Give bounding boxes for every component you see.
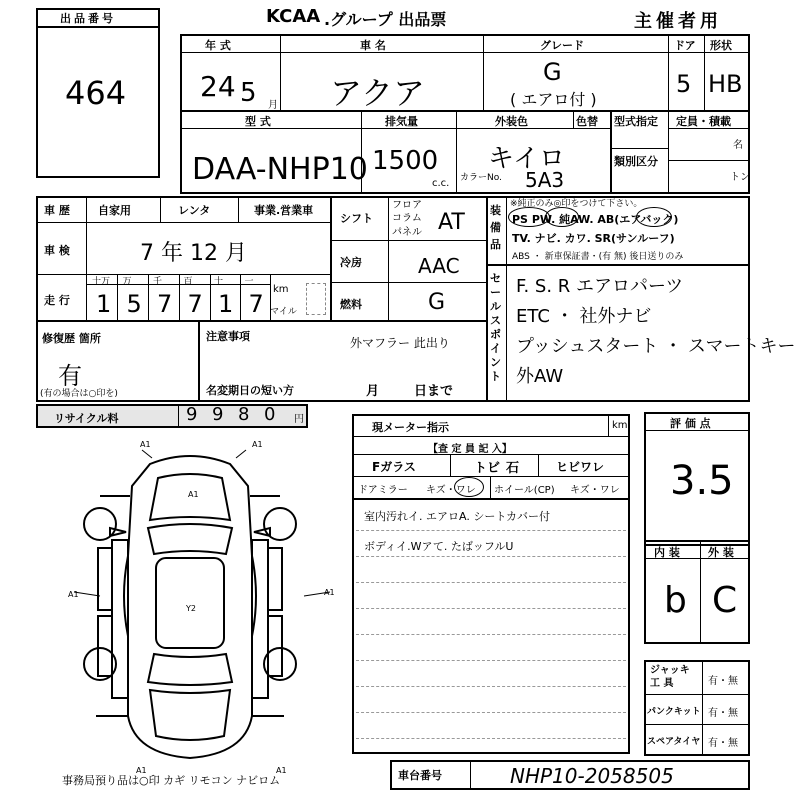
col-exterior: 外装色 xyxy=(495,115,528,128)
mileage-digit-header: 千 xyxy=(153,277,163,287)
inspector-comment: 室内汚れイ. エアロA. シートカバー付 xyxy=(364,510,550,523)
equipment-line3: ABS ・ 新車保証書・(有 無) 後日送りのみ xyxy=(512,252,684,262)
footer-text: 事務局預り品は○印 カギ リモコン ナビロム xyxy=(62,774,281,787)
mileage-digit-header: 百 xyxy=(183,277,193,287)
col-capacity: 定員・積載 xyxy=(676,115,731,128)
recycle-label: リサイクル料 xyxy=(54,412,119,425)
fuel-value: G xyxy=(428,290,446,315)
role-label: 主催者用 xyxy=(634,11,722,32)
shift-label: シフト xyxy=(340,212,373,225)
chassis-value: NHP10-2058505 xyxy=(510,764,674,788)
lot-number: 464 xyxy=(65,74,127,112)
selling-point-line: ETC ・ 社外ナビ xyxy=(516,306,652,327)
spare-label: スペアタイヤ xyxy=(647,737,701,747)
col-doors: ドア xyxy=(674,39,696,52)
wheel-label: ホイール(CP) xyxy=(494,485,555,496)
business-option[interactable]: 事業.営業車 xyxy=(254,204,314,217)
selling-point-line: プッシュスタート ・ スマートキー xyxy=(516,336,796,357)
interior-label: 内 装 xyxy=(654,546,680,559)
equipment-line2: TV. ナビ. カワ. SR(サンルーフ) xyxy=(512,232,675,245)
col-displacement: 排気量 xyxy=(385,115,418,128)
inspection-label: 車 検 xyxy=(44,244,70,257)
mileage-digit: 7 xyxy=(248,290,264,318)
inspector-comment: ボディイ.Wアて. たばッフルU xyxy=(364,540,514,553)
mile-checkbox[interactable] xyxy=(306,283,326,315)
crack-label: ヒビワレ xyxy=(556,460,605,474)
month-unit: 月 xyxy=(268,100,278,111)
ab-circle xyxy=(636,207,672,227)
notes-label: 注意事項 xyxy=(206,330,250,343)
color-no-label: カラーNo. xyxy=(460,173,502,183)
mileage-digit-header: 十 xyxy=(214,277,224,287)
equipment-label: 装備品 xyxy=(490,204,501,251)
color-code-value: 5A3 xyxy=(525,168,565,192)
col-shape: 形状 xyxy=(710,39,732,52)
col-color-change: 色替 xyxy=(576,115,598,128)
mileage-digit: 7 xyxy=(157,290,173,318)
col-name: 車 名 xyxy=(360,39,386,52)
score-value: 3.5 xyxy=(670,458,734,504)
exterior-value: キイロ xyxy=(488,144,565,174)
chassis-label: 車台番号 xyxy=(398,769,442,782)
recycle-digit: 9 xyxy=(212,404,224,425)
mirror-label: ドアミラー xyxy=(358,485,408,496)
col-year: 年 式 xyxy=(205,39,231,52)
lot-label: 出品番号 xyxy=(60,12,116,25)
history-label: 車 歴 xyxy=(44,204,70,217)
grade-value: G xyxy=(543,58,562,86)
jack-yn[interactable]: 有・無 xyxy=(708,676,738,687)
unit-cc: c.c. xyxy=(432,178,450,189)
exterior-grade-value: C xyxy=(712,580,738,621)
recycle-unit: 円 xyxy=(294,414,304,425)
km-label: km xyxy=(273,284,289,295)
damage-mark: A1 xyxy=(276,766,287,775)
rental-option[interactable]: レンタ xyxy=(178,204,211,217)
unit-persons: 名 xyxy=(733,140,743,151)
col-type-designation: 型式指定 xyxy=(614,115,658,128)
selling-points-label: セールスポイント xyxy=(490,272,501,383)
damage-mark: A1 xyxy=(188,490,199,499)
name-change-month: 月 xyxy=(366,384,380,399)
meter-unit: km xyxy=(612,420,628,431)
damage-mark: A1 xyxy=(136,766,147,775)
unit-tons: トン xyxy=(730,172,750,183)
recycle-digit: 0 xyxy=(264,404,276,425)
meter-label: 現メーター指示 xyxy=(372,421,449,434)
mirror-value: キズ・ワレ xyxy=(426,485,476,496)
shift-floor: フロア xyxy=(392,200,422,211)
spare-yn[interactable]: 有・無 xyxy=(708,738,738,749)
col-grade: グレード xyxy=(540,39,584,52)
shift-value: AT xyxy=(438,210,465,235)
shift-column: コラム xyxy=(392,213,422,224)
mileage-digit: 7 xyxy=(187,290,203,318)
selling-point-line: 外AW xyxy=(516,366,564,387)
mileage-digit-header: 万 xyxy=(122,277,132,287)
mileage-digit-header: 一 xyxy=(244,277,254,287)
mileage-digit: 1 xyxy=(96,290,112,318)
damage-mark: A1 xyxy=(140,440,151,449)
repair-label: 修復歴 箇所 xyxy=(42,332,101,345)
mileage-label: 走 行 xyxy=(44,294,70,307)
exterior-label: 外 装 xyxy=(708,546,734,559)
shape-value: HB xyxy=(708,70,743,98)
inspection-value: 7 年 12 月 xyxy=(140,241,247,266)
wheel-value: キズ・ワレ xyxy=(570,485,620,496)
year-value: 24 xyxy=(200,70,236,103)
puncture-yn[interactable]: 有・無 xyxy=(708,708,738,719)
fuel-label: 燃料 xyxy=(340,298,362,311)
displacement-value: 1500 xyxy=(372,146,439,176)
car-diagram xyxy=(40,436,340,766)
brand-logo: KCAA xyxy=(266,6,321,27)
repair-note: (有の場合は○印を) xyxy=(40,389,118,399)
mileage-digit: 1 xyxy=(218,290,234,318)
car-name-value: アクア xyxy=(330,74,426,112)
aircon-label: 冷房 xyxy=(340,256,362,269)
equipment-line1: PS PW. 純AW. AB(エアバック) xyxy=(512,213,679,226)
shift-panel: パネル xyxy=(392,227,422,238)
equipment-note: ※純正のみ◎印をつけて下さい。 xyxy=(510,199,643,209)
doors-value: 5 xyxy=(676,70,692,98)
damage-mark: A1 xyxy=(324,588,335,597)
mirror-circle xyxy=(454,477,484,497)
damage-mark: Y2 xyxy=(186,604,196,613)
mileage-digit: 5 xyxy=(126,290,142,318)
fglass-chip: トビ xyxy=(474,461,501,476)
jack-label: ジャッキ 工 具 xyxy=(650,665,690,689)
private-option[interactable]: 自家用 xyxy=(98,204,131,217)
month-value: 5 xyxy=(240,78,257,108)
recycle-digit: 9 xyxy=(186,404,198,425)
grade-note: ( エアロ付 ) xyxy=(510,90,597,109)
interior-value: b xyxy=(664,580,687,621)
fglass-label: Fガラス xyxy=(372,460,416,474)
name-change-day: 日まで xyxy=(414,384,454,399)
inspector-header: 【査 定 員 記 入】 xyxy=(428,444,512,455)
recycle-digit: 8 xyxy=(238,404,250,425)
puncture-label: パンクキット xyxy=(647,707,701,717)
repair-value: 有 xyxy=(58,362,82,390)
mile-label: マイル xyxy=(270,307,297,317)
damage-mark: A1 xyxy=(252,440,263,449)
model-value: DAA-NHP10 xyxy=(192,152,368,187)
page-title: .グループ 出品票 xyxy=(324,10,447,29)
fglass-stone: 石 xyxy=(506,461,520,476)
name-change-label: 名変期日の短い方 xyxy=(206,384,294,397)
damage-mark: A1 xyxy=(68,590,79,599)
aircon-value: AAC xyxy=(418,254,460,278)
pw-circle xyxy=(545,207,579,227)
col-category: 類別区分 xyxy=(614,155,658,168)
mileage-digit-header: 十万 xyxy=(92,277,111,287)
notes-value: 外マフラー 此出り xyxy=(350,336,450,350)
selling-point-line: F. S. R エアロパーツ xyxy=(516,276,684,297)
ps-circle xyxy=(508,207,550,227)
col-model: 型 式 xyxy=(245,115,271,128)
score-label: 評 価 点 xyxy=(670,417,711,430)
